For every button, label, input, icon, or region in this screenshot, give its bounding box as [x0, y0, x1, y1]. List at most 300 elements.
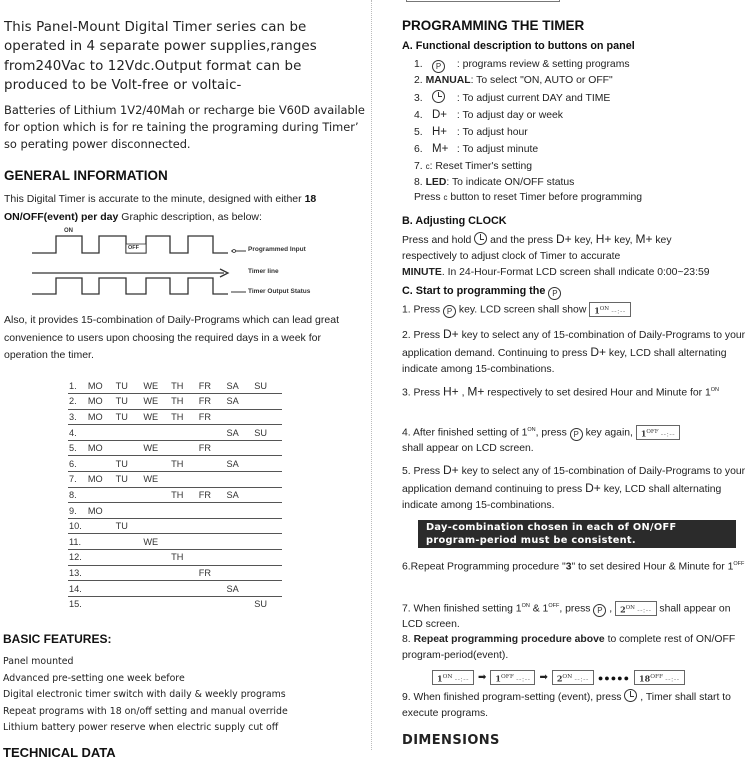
press-c-after: button to reset Timer before programming — [447, 192, 643, 203]
day-cell — [116, 425, 144, 441]
b-text-1: Press and hold — [402, 235, 475, 246]
timer-output-status-label: Timer Output Status — [248, 288, 311, 295]
day-cell — [226, 472, 254, 488]
step-7 — [402, 598, 747, 633]
d-plus-key: D+ — [443, 327, 459, 341]
b-text-4: . In 24-Hour-Format LCD screen shall ındicate 0:00~23:59 — [441, 267, 710, 278]
lcd-sup: ON — [442, 674, 453, 680]
lcd-dash: --:-- — [665, 675, 680, 684]
day-cell — [116, 440, 144, 456]
step-text: key, LCD shall alternating indicate among 15-combinations. — [402, 484, 722, 511]
day-cell — [116, 487, 144, 503]
row-number: 3. — [68, 409, 88, 425]
day-cell — [254, 581, 282, 597]
day-cell — [143, 518, 171, 534]
clock-icon — [432, 90, 445, 103]
day-cell — [88, 487, 116, 503]
day-cell — [171, 440, 199, 456]
step-text: key to select any of 15-combination of Daily-Programs to your application demand. Continuing to press — [402, 330, 746, 359]
day-cell: TU — [116, 409, 144, 425]
h-plus-key: H+ — [595, 232, 612, 246]
day-cell — [199, 456, 227, 472]
table-row — [68, 503, 282, 519]
m-plus-key: M+ — [635, 232, 653, 246]
step-text: 5. Press — [402, 466, 443, 477]
general-information-heading: GENERAL INFORMATION — [4, 168, 168, 183]
day-cell: WE — [143, 440, 171, 456]
step-1 — [402, 302, 747, 318]
day-cell — [254, 518, 282, 534]
day-cell: MO — [88, 440, 116, 456]
day-cell: WE — [143, 534, 171, 550]
lcd-dash: --:-- — [516, 675, 531, 684]
general-text-start: This Digital Timer is accurate to the minute, designed with either — [4, 193, 305, 205]
day-cell: SU — [254, 378, 282, 394]
day-cell: TH — [171, 456, 199, 472]
table-row — [68, 487, 282, 503]
intro-paragraph-2: Batteries of Lithium 1V2/40Mah or recharge bie V60D available for option which is for re taining the programing during Timer’ so perating power disconnected. — [4, 103, 365, 151]
day-cell — [171, 425, 199, 441]
day-cell — [254, 394, 282, 410]
lcd-num: 1 — [640, 428, 647, 439]
key-word-end: key — [652, 235, 672, 246]
day-cell — [143, 425, 171, 441]
day-cell: TH — [171, 378, 199, 394]
step-bold: 3 — [565, 561, 572, 573]
lcd-display-1-on — [589, 302, 630, 317]
day-cell: SA — [226, 456, 254, 472]
lcd-display-2-on — [615, 601, 656, 616]
function-item-day — [414, 107, 630, 124]
dimensions-heading: DIMENSIONS — [402, 733, 500, 748]
day-cell — [254, 487, 282, 503]
section-b-text — [402, 231, 742, 281]
day-cell: SA — [226, 487, 254, 503]
d-plus-key: D+ — [555, 232, 572, 246]
day-cell: SU — [254, 599, 267, 610]
item-number: 1. — [414, 59, 423, 70]
item-number: 4. — [414, 109, 423, 121]
m-plus-key: M+ — [467, 384, 485, 399]
day-cell: TU — [116, 518, 144, 534]
b-text-3: respectively to adjust clock of Timer to accurate — [402, 251, 621, 262]
feature-item: Repeat programs with 18 on/off setting and manual override — [3, 705, 288, 717]
day-cell: TU — [116, 456, 144, 472]
step-8 — [402, 632, 747, 664]
function-item-clock — [414, 90, 630, 107]
day-cell: FR — [199, 394, 227, 410]
row-number: 5. — [68, 440, 88, 456]
day-cell — [254, 550, 282, 566]
table-row — [68, 565, 282, 581]
day-cell — [143, 456, 171, 472]
lcd-seq-2-on — [552, 670, 594, 685]
lcd-dash: --:-- — [454, 675, 470, 684]
day-cell — [171, 534, 199, 550]
table-row — [68, 456, 282, 472]
program-icon: P — [443, 305, 456, 318]
day-cell: SU — [254, 425, 282, 441]
c-key: c — [443, 193, 448, 202]
lcd-sup: ON — [562, 674, 573, 680]
lcd-dash: --:-- — [637, 606, 652, 615]
row-number: 11. — [68, 534, 88, 550]
day-cell — [226, 440, 254, 456]
day-cell: WE — [143, 394, 171, 410]
step-text: , Timer shall start to execute programs. — [402, 692, 731, 719]
day-cell — [226, 503, 254, 519]
function-item-minute — [414, 141, 630, 158]
table-row — [68, 425, 282, 441]
day-cell — [226, 550, 254, 566]
feature-item: Digital electronic timer switch with daily & weekly programs — [3, 689, 286, 701]
day-cell — [88, 596, 116, 612]
item-number: 5. — [414, 127, 423, 139]
consistency-note: Day-combination chosen in each of ON/OFF program-period must be consistent. — [418, 520, 736, 548]
row-number: 9. — [68, 503, 88, 519]
function-item-program — [414, 56, 630, 73]
d-plus-key: D+ — [443, 463, 459, 477]
lcd-sequence — [432, 670, 685, 685]
day-cell — [254, 409, 282, 425]
lcd-num: 1 — [437, 673, 443, 684]
lcd-sup: OFF — [650, 674, 664, 680]
step-text: 1. Press — [402, 304, 443, 316]
step-text: 6.Repeat Programming procedure " — [402, 561, 566, 573]
feature-item: Panel mounted — [3, 656, 74, 667]
step-text: 2. Press — [402, 330, 443, 341]
day-cell: TU — [116, 394, 144, 410]
off-label: OFF — [128, 245, 139, 251]
day-cell — [88, 565, 116, 581]
day-cell: FR — [199, 487, 227, 503]
day-cell — [226, 565, 254, 581]
day-cell — [88, 581, 116, 597]
item-text: : To adjust current DAY and TIME — [456, 92, 611, 104]
day-cell: FR — [199, 409, 227, 425]
d-plus-key: D+ — [432, 108, 448, 121]
step-text: key, LCD shall alternating indicate among 15-combinations. — [402, 348, 727, 375]
press-c-before: Press — [414, 192, 444, 203]
feature-item: Lithium battery power reserve when electric supply cut off — [3, 722, 279, 734]
ellipsis-dots: ●●●●● — [597, 672, 631, 683]
lcd-sup: ON — [599, 306, 610, 312]
day-cell — [143, 487, 171, 503]
step-bold: Repeat programming procedure above — [413, 634, 605, 645]
m-plus-key: M+ — [432, 143, 449, 156]
lcd-seq-1-on — [432, 670, 474, 685]
day-cell: MO — [88, 378, 116, 394]
day-cell — [254, 472, 282, 488]
general-information-text — [4, 190, 349, 226]
day-cell — [171, 472, 199, 488]
day-cell — [143, 565, 171, 581]
basic-features-list — [3, 654, 288, 737]
top-box-edge — [406, 0, 560, 2]
day-cell — [116, 596, 144, 612]
lcd-dash: --:-- — [574, 675, 589, 684]
table-row — [68, 596, 282, 612]
day-cell — [88, 550, 116, 566]
arrow-icon: ➡ — [478, 672, 487, 683]
h-plus-key: H+ — [432, 126, 448, 139]
day-cell — [116, 503, 144, 519]
section-a-title: A. Functional description to buttons on panel — [402, 40, 635, 52]
day-cell — [226, 518, 254, 534]
table-row — [68, 581, 282, 597]
day-cell: FR — [199, 440, 227, 456]
day-cell: TH — [171, 550, 199, 566]
programmed-input-label: Programmed Input — [248, 246, 306, 253]
day-cell — [254, 565, 282, 581]
superscript: OFF — [733, 561, 745, 567]
table-row — [68, 518, 282, 534]
on-label: ON — [64, 228, 73, 234]
item-text: : To select "ON, AUTO or OFF" — [470, 75, 613, 87]
day-cell: WE — [143, 378, 171, 394]
day-cell — [171, 581, 199, 597]
day-cell: SA — [226, 378, 254, 394]
step-text: 3. Press — [402, 387, 443, 399]
h-plus-key: H+ — [443, 384, 459, 399]
day-cell: SA — [226, 581, 254, 597]
intro-paragraph-1: This Panel-Mount Digital Timer series can be operated in 4 separate power supplies,ranges from240Vac to 12Vdc.Output format can be produced to be Volt-free or voltaic- — [4, 20, 317, 94]
item-text: : programs review & setting programs — [456, 59, 630, 70]
day-cell — [199, 596, 227, 612]
lcd-num: 2 — [620, 604, 626, 615]
basic-features-heading: BASIC FEATURES: — [3, 632, 112, 646]
step-text: key. LCD screen shall show — [458, 304, 590, 316]
function-item-manual — [414, 73, 630, 89]
feature-item: Advanced pre-setting one week before — [3, 672, 185, 684]
program-icon: P — [570, 428, 583, 441]
day-cell — [143, 550, 171, 566]
row-number: 7. — [68, 472, 88, 488]
step-text: shall appear on LCD screen. — [402, 603, 731, 631]
day-cell — [199, 581, 227, 597]
minute-bold: MINUTE — [402, 267, 442, 278]
step-text: 7. When finished setting 1 — [402, 603, 522, 615]
key-word: key, — [571, 235, 596, 246]
item-text: : To adjust minute — [456, 144, 539, 156]
day-cell — [254, 503, 282, 519]
function-item-led — [414, 175, 630, 191]
day-cell: SA — [226, 425, 254, 441]
row-number: 4. — [68, 425, 88, 441]
day-cell — [171, 596, 199, 612]
function-item-reset — [414, 159, 630, 175]
step-9 — [402, 689, 747, 722]
day-cell — [88, 518, 116, 534]
day-cell — [88, 425, 116, 441]
day-cell: FR — [199, 378, 227, 394]
day-cell — [116, 534, 144, 550]
right-column — [380, 0, 750, 750]
day-cell — [254, 534, 282, 550]
table-row — [68, 472, 282, 488]
day-cell — [116, 550, 144, 566]
lcd-seq-18-off — [634, 670, 685, 685]
programming-heading: PROGRAMMING THE TIMER — [402, 18, 585, 33]
row-number: 10. — [68, 518, 88, 534]
day-cell — [226, 596, 254, 612]
lcd-num: 2 — [556, 673, 563, 684]
day-cell — [143, 503, 171, 519]
row-number: 14. — [68, 581, 88, 597]
step-text: 9. When finished program-setting (event), press — [402, 692, 625, 703]
step-text: shall appear on LCD screen. — [402, 443, 534, 455]
day-cell — [199, 503, 227, 519]
technical-data-heading: TECHNICAL DATA — [3, 745, 116, 760]
day-cell — [254, 456, 282, 472]
general-text-end: Graphic description, as below: — [118, 211, 262, 223]
table-row — [68, 534, 282, 550]
day-cell: WE — [143, 472, 171, 488]
step-text: & 1 — [529, 603, 549, 615]
program-icon: P — [548, 287, 561, 300]
row-number: 1. — [68, 378, 88, 394]
item-number: 8. — [414, 177, 423, 189]
timer-line-label: Timer line — [248, 268, 279, 275]
step-text: , — [458, 387, 468, 399]
lcd-num: 1 — [495, 673, 501, 684]
day-cell — [199, 425, 227, 441]
superscript: ON — [521, 603, 530, 609]
item-text: : Reset Timer's setting — [429, 160, 533, 172]
step-text: key again, — [585, 427, 636, 439]
step-text: respectively to set desired Hour and Minute for 1 — [484, 387, 711, 399]
section-c-title — [402, 285, 561, 300]
item-text: : To indicate ON/OFF status — [446, 177, 575, 189]
table-row — [68, 394, 282, 410]
function-item-hour — [414, 124, 630, 141]
day-cell — [199, 534, 227, 550]
day-cell: MO — [88, 472, 116, 488]
day-cell — [143, 581, 171, 597]
step-text: , press — [535, 427, 570, 439]
row-number: 15. — [69, 599, 82, 610]
day-cell: TH — [171, 394, 199, 410]
left-column — [0, 0, 372, 760]
superscript: ON — [527, 427, 536, 433]
step-text: to complete rest of ON/OFF program-period(event). — [402, 634, 736, 661]
program-icon: P — [593, 604, 606, 617]
lcd-num: 1 — [594, 305, 600, 316]
step-text: , — [606, 603, 616, 615]
day-cell: MO — [88, 394, 116, 410]
clock-icon — [474, 232, 487, 245]
section-b-title: B. Adjusting CLOCK — [402, 215, 507, 227]
row-number: 12. — [68, 550, 88, 566]
section-c-title-text: C. Start to programming the — [402, 285, 549, 297]
day-cell — [171, 565, 199, 581]
item-text: : To adjust hour — [456, 127, 528, 139]
d-plus-key: D+ — [590, 345, 606, 359]
table-row — [68, 550, 282, 566]
day-cell — [88, 456, 116, 472]
function-list — [414, 56, 630, 191]
day-cell — [171, 503, 199, 519]
day-cell: WE — [143, 409, 171, 425]
step-5 — [402, 462, 747, 514]
press-c-note — [414, 192, 642, 203]
step-text: key to select any of 15-combination of Daily-Programs to your application demand continuing to press — [402, 466, 746, 495]
item-text: : To adjust day or week — [456, 109, 563, 121]
day-cell: SA — [226, 394, 254, 410]
lcd-dash: --:-- — [611, 307, 626, 316]
day-cell: MO — [88, 409, 116, 425]
day-cell — [116, 565, 144, 581]
day-cell — [199, 550, 227, 566]
b-text-2: and the press — [487, 235, 556, 246]
table-row — [68, 409, 282, 425]
day-cell: TH — [171, 409, 199, 425]
lcd-sup: ON — [625, 605, 635, 612]
day-cell — [116, 581, 144, 597]
lcd-dash: --:-- — [660, 430, 676, 439]
row-number: 6. — [68, 456, 88, 472]
c-key: c — [425, 161, 430, 171]
led-key: LED — [425, 177, 447, 189]
d-plus-key: D+ — [585, 481, 601, 495]
day-cell — [143, 596, 171, 612]
day-cell — [88, 534, 116, 550]
step-4 — [402, 422, 747, 457]
step-text: , press — [559, 603, 594, 615]
table-row — [68, 378, 282, 394]
row-number: 13. — [68, 565, 88, 581]
lcd-sup: OFF — [646, 429, 659, 436]
lcd-display-1-off — [636, 425, 680, 440]
lcd-seq-1-off — [490, 670, 535, 685]
item-number: 3. — [414, 92, 423, 104]
day-cell — [199, 472, 227, 488]
superscript: ON — [710, 387, 720, 393]
step-6 — [402, 556, 747, 575]
manual-key: MANUAL — [425, 75, 471, 87]
general-text-bold: 18 ON/OFF(event) per day — [4, 193, 317, 223]
day-cell: FR — [199, 565, 227, 581]
arrow-icon: ➡ — [539, 672, 548, 683]
row-number: 2. — [68, 394, 88, 410]
superscript: OFF — [548, 603, 560, 609]
timing-diagram — [28, 228, 328, 306]
day-cell: TU — [116, 378, 144, 394]
clock-icon — [624, 689, 637, 702]
lcd-num: 18 — [639, 673, 651, 684]
step-text: " to set desired Hour & Minute for 1 — [571, 561, 734, 573]
table-row — [68, 440, 282, 456]
day-cell: TH — [171, 487, 199, 503]
day-cell: MO — [88, 503, 116, 519]
day-cell — [199, 518, 227, 534]
item-number: 7. — [414, 160, 423, 172]
row-number: 8. — [68, 487, 88, 503]
key-word: key, — [611, 235, 636, 246]
step-2 — [402, 326, 747, 378]
step-text: 8. — [402, 634, 414, 645]
step-3 — [402, 382, 747, 401]
day-cell — [254, 440, 282, 456]
also-text: Also, it provides 15-combination of Daily-Programs which can lead great convenience to users upon choosing the required days in a week for operation the timer. — [4, 314, 339, 361]
day-combination-table — [68, 378, 282, 612]
item-number: 6. — [414, 144, 423, 156]
item-number: 2. — [414, 75, 423, 87]
step-text: 4. After finished setting of 1 — [402, 427, 528, 439]
program-icon: P — [432, 60, 445, 73]
day-cell — [226, 409, 254, 425]
day-cell — [171, 518, 199, 534]
